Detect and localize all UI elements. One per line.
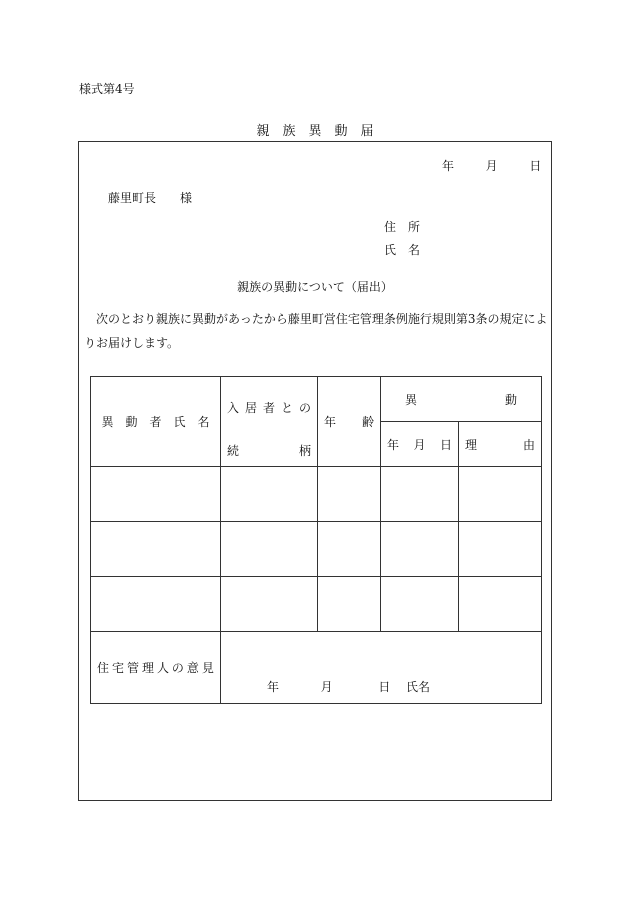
name-label: 氏 名 — [384, 243, 421, 257]
header-relation — [221, 377, 318, 467]
month-label: 月 — [485, 159, 498, 173]
address-label: 住 所 — [384, 220, 421, 234]
header-change-date: 年 月 日 — [381, 422, 459, 467]
table-row — [91, 522, 542, 577]
change-reason-cell[interactable] — [459, 522, 542, 577]
day-label: 日 — [529, 159, 542, 173]
document-title: 親 族 異 動 届 — [256, 124, 374, 139]
age-cell[interactable] — [318, 467, 381, 522]
header-age: 年 齢 — [318, 377, 381, 467]
subject-line: 親族の異動について（届出） — [237, 280, 393, 294]
header-change: 異 動 — [381, 377, 542, 422]
year-label: 年 — [442, 159, 455, 173]
table-row — [91, 467, 542, 522]
header-change-reason: 理 由 — [459, 422, 542, 467]
opinion-label: 住 宅 管 理 人 の 意 見 — [91, 632, 221, 704]
opinion-cell[interactable] — [221, 632, 542, 704]
header-person-name: 異 動 者 氏 名 — [91, 377, 221, 467]
form-number: 様式第4号 — [79, 82, 135, 96]
relation-cell[interactable] — [221, 467, 318, 522]
relation-cell[interactable] — [221, 577, 318, 632]
addressee: 藤里町長 様 — [108, 191, 193, 205]
change-date-cell[interactable] — [381, 522, 459, 577]
change-table — [90, 376, 542, 704]
person-name-cell[interactable] — [91, 522, 221, 577]
table-row — [91, 577, 542, 632]
relation-cell[interactable] — [221, 522, 318, 577]
submission-date — [442, 157, 541, 174]
person-name-cell[interactable] — [91, 467, 221, 522]
header-relation-top: 入 居 者 と の — [227, 400, 311, 415]
body-text: 次のとおり親族に異動があったから藤里町営住宅管理条例施行規則第3条の規定によりお届けします。 — [84, 312, 548, 350]
change-date-cell[interactable] — [381, 467, 459, 522]
opinion-signature-line: 年 月 日 氏名 — [267, 680, 431, 694]
header-relation-bottom: 続 柄 — [227, 443, 311, 458]
person-name-cell[interactable] — [91, 577, 221, 632]
change-date-cell[interactable] — [381, 577, 459, 632]
change-reason-cell[interactable] — [459, 577, 542, 632]
age-cell[interactable] — [318, 577, 381, 632]
age-cell[interactable] — [318, 522, 381, 577]
change-reason-cell[interactable] — [459, 467, 542, 522]
